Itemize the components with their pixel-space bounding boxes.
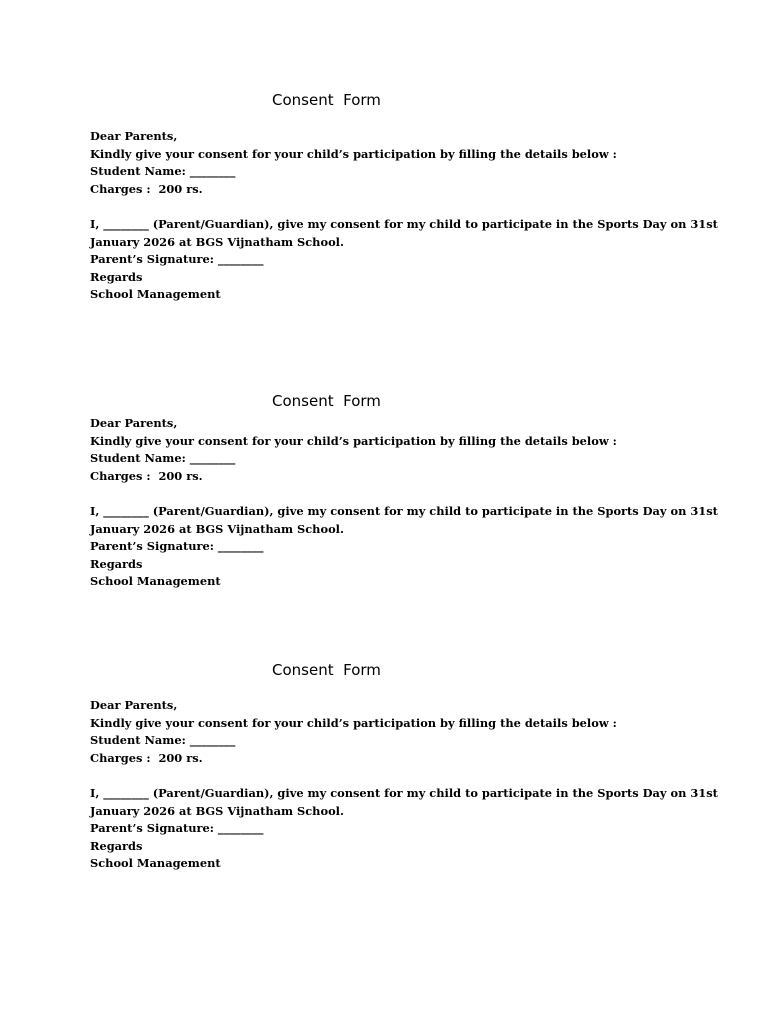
- request-text: Kindly give your consent for your child’s participation by filling the details below :: [90, 433, 617, 448]
- sender-text: School Management: [90, 287, 221, 302]
- regards-text: Regards: [90, 269, 143, 284]
- charges-text: Charges : 200 rs.: [90, 468, 203, 483]
- consent-statement-line-2: January 2026 at BGS Vijnatham School.: [90, 521, 344, 536]
- consent-statement-line-1: I, ________ (Parent/Guardian), give my consent for my child to participate in the Sports Day on 31st: [90, 503, 718, 518]
- regards-text: Regards: [90, 838, 143, 853]
- greeting: Dear Parents,: [90, 416, 178, 430]
- charges-text: Charges : 200 rs.: [90, 181, 203, 196]
- greeting: Dear Parents,: [90, 698, 178, 712]
- paragraph-gap: [90, 767, 730, 785]
- form-title: Consent Form: [272, 91, 381, 109]
- paragraph-gap: [90, 198, 730, 216]
- request-text: Kindly give your consent for your child’s participation by filling the details below :: [90, 146, 617, 161]
- paragraph-gap: [90, 485, 730, 503]
- sender-text: School Management: [90, 856, 221, 871]
- consent-form: [90, 697, 730, 873]
- signature-field: Parent’s Signature: ________: [90, 821, 264, 836]
- signature-field: Parent’s Signature: ________: [90, 539, 264, 554]
- student-name-field: Student Name: ________: [90, 164, 236, 179]
- consent-form: [90, 128, 730, 304]
- student-name-field: Student Name: ________: [90, 733, 236, 748]
- greeting: Dear Parents,: [90, 129, 178, 143]
- form-title: Consent Form: [272, 392, 381, 410]
- consent-statement-line-1: I, ________ (Parent/Guardian), give my consent for my child to participate in the Sports Day on 31st: [90, 785, 718, 800]
- consent-form: [90, 415, 730, 591]
- request-text: Kindly give your consent for your child’s participation by filling the details below :: [90, 715, 617, 730]
- charges-text: Charges : 200 rs.: [90, 750, 203, 765]
- student-name-field: Student Name: ________: [90, 451, 236, 466]
- consent-statement-line-2: January 2026 at BGS Vijnatham School.: [90, 803, 344, 818]
- regards-text: Regards: [90, 556, 143, 571]
- form-title: Consent Form: [272, 661, 381, 679]
- consent-statement-line-1: I, ________ (Parent/Guardian), give my consent for my child to participate in the Sports Day on 31st: [90, 216, 718, 231]
- signature-field: Parent’s Signature: ________: [90, 252, 264, 267]
- sender-text: School Management: [90, 574, 221, 589]
- consent-statement-line-2: January 2026 at BGS Vijnatham School.: [90, 234, 344, 249]
